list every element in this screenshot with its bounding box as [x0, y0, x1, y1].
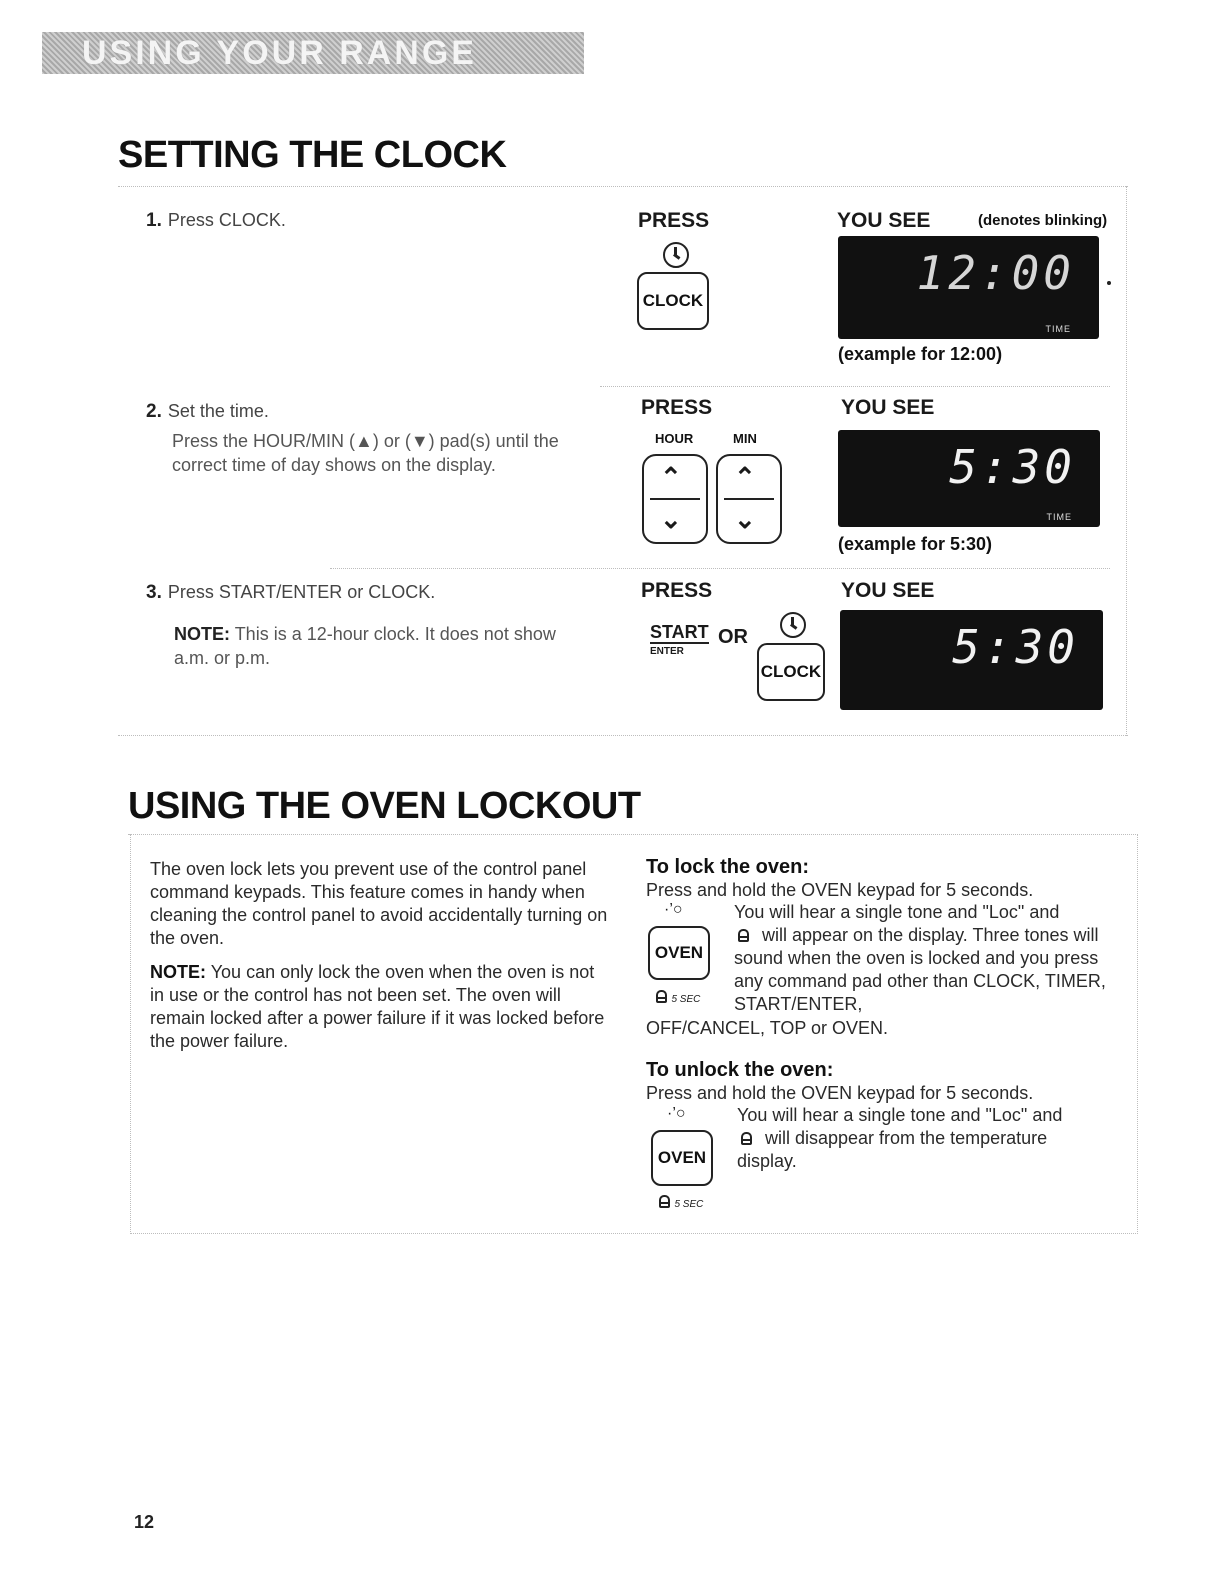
- step-3: 3. Press START/ENTER or CLOCK.: [146, 582, 436, 603]
- clock-section-title: SETTING THE CLOCK: [118, 134, 507, 176]
- divider: [600, 386, 1110, 387]
- divider: [118, 186, 1128, 187]
- divider: [1126, 186, 1127, 736]
- display-digits: 5:30: [949, 440, 1076, 494]
- press-label: PRESS: [641, 396, 713, 419]
- display-1200: [838, 236, 1099, 339]
- lock-line1: Press and hold the OVEN keypad for 5 seconds.: [646, 880, 1034, 900]
- hour-keypad[interactable]: [642, 454, 708, 544]
- 5sec-label: 5 SEC: [674, 1199, 704, 1210]
- lockout-section-title: USING THE OVEN LOCKOUT: [128, 785, 641, 827]
- divider: [128, 834, 1138, 835]
- lock-body-c: OFF/CANCEL, TOP or OVEN.: [646, 1018, 889, 1038]
- you-see-label: YOU SEE: [841, 396, 935, 419]
- press-label: PRESS: [638, 209, 710, 232]
- you-see-label: YOU SEE: [837, 209, 931, 232]
- divider: [130, 834, 131, 1234]
- you-see-label: YOU SEE: [841, 579, 935, 602]
- 5sec-label: 5 SEC: [671, 994, 701, 1005]
- lock-heading: To lock the oven:: [646, 856, 809, 878]
- start-enter-key[interactable]: [650, 622, 709, 657]
- example-530: (example for 5:30): [838, 534, 993, 554]
- divider: [330, 568, 1110, 569]
- display-530-set: [840, 610, 1103, 710]
- hour-up-icon[interactable]: ⌃: [660, 462, 682, 492]
- lock-icon: [741, 1132, 752, 1145]
- divider: [118, 735, 1128, 736]
- lock-body-a: You will hear a single tone and "Loc" and: [734, 902, 1060, 922]
- enter-label: ENTER: [650, 646, 684, 657]
- blink-dot: [1107, 281, 1111, 285]
- start-label: START: [650, 622, 709, 642]
- display-digits: 5:30: [952, 620, 1079, 674]
- clock-key[interactable]: CLOCK: [757, 643, 825, 701]
- banner-text: USING YOUR RANGE: [82, 34, 477, 72]
- lock-5sec: [656, 989, 700, 1007]
- lock-icon: [656, 990, 667, 1003]
- tone-icon: ·’○: [667, 1105, 686, 1122]
- min-keypad[interactable]: [716, 454, 782, 544]
- divider: [1137, 834, 1138, 1234]
- min-down-icon[interactable]: ⌄: [734, 504, 756, 534]
- blinking-note: (denotes blinking): [978, 212, 1108, 229]
- step-1: 1. Press CLOCK.: [146, 210, 286, 231]
- time-label: TIME: [1046, 512, 1072, 522]
- section-banner: [42, 32, 584, 74]
- press-label: PRESS: [641, 579, 713, 602]
- min-up-icon[interactable]: ⌃: [734, 462, 756, 492]
- example-1200: (example for 12:00): [838, 344, 1003, 364]
- or-label: OR: [718, 626, 748, 648]
- page-number: 12: [134, 1512, 155, 1532]
- lock-body-b: will appear on the display. Three tones will sound when the oven is locked and you press any command pad other than CLOCK, TIMER, START/ENTER,: [734, 925, 1106, 1014]
- lock-icon: [659, 1195, 670, 1208]
- display-digits: 12:00: [916, 246, 1075, 300]
- divider: [130, 1233, 1138, 1234]
- hour-down-icon[interactable]: ⌄: [660, 504, 682, 534]
- display-530: [838, 430, 1100, 527]
- clock-icon: [663, 242, 689, 268]
- lockout-note: NOTE: You can only lock the oven when the oven is not in use or the control has not been set. The oven will remain locked after a power failure if it was locked before the power failure.: [150, 962, 605, 1051]
- lock-5sec: [659, 1194, 703, 1212]
- lock-icon: [738, 929, 749, 942]
- time-label: TIME: [1045, 324, 1071, 334]
- step-2-detail: Press the HOUR/MIN (▲) or (▼) pad(s) until the correct time of day shows on the display.: [172, 431, 559, 475]
- hour-label: HOUR: [655, 431, 694, 446]
- unlock-body-a: You will hear a single tone and "Loc" and: [737, 1105, 1063, 1125]
- step-2: 2. Set the time.: [146, 401, 269, 422]
- tone-icon: ·’○: [664, 901, 683, 918]
- unlock-line1: Press and hold the OVEN keypad for 5 seconds.: [646, 1083, 1034, 1103]
- min-label: MIN: [733, 431, 757, 446]
- unlock-body-b: will disappear from the temperature display.: [737, 1128, 1048, 1171]
- oven-key[interactable]: OVEN: [648, 926, 710, 980]
- oven-key[interactable]: OVEN: [651, 1130, 713, 1186]
- clock-icon: [780, 612, 806, 638]
- step-3-note: NOTE: This is a 12-hour clock. It does not show a.m. or p.m.: [174, 624, 556, 668]
- unlock-heading: To unlock the oven:: [646, 1059, 834, 1081]
- lockout-intro: The oven lock lets you prevent use of the control panel command keypads. This feature comes in handy when cleaning the control panel to avoid accidentally turning on the oven.: [150, 859, 608, 948]
- clock-key[interactable]: CLOCK: [637, 272, 709, 330]
